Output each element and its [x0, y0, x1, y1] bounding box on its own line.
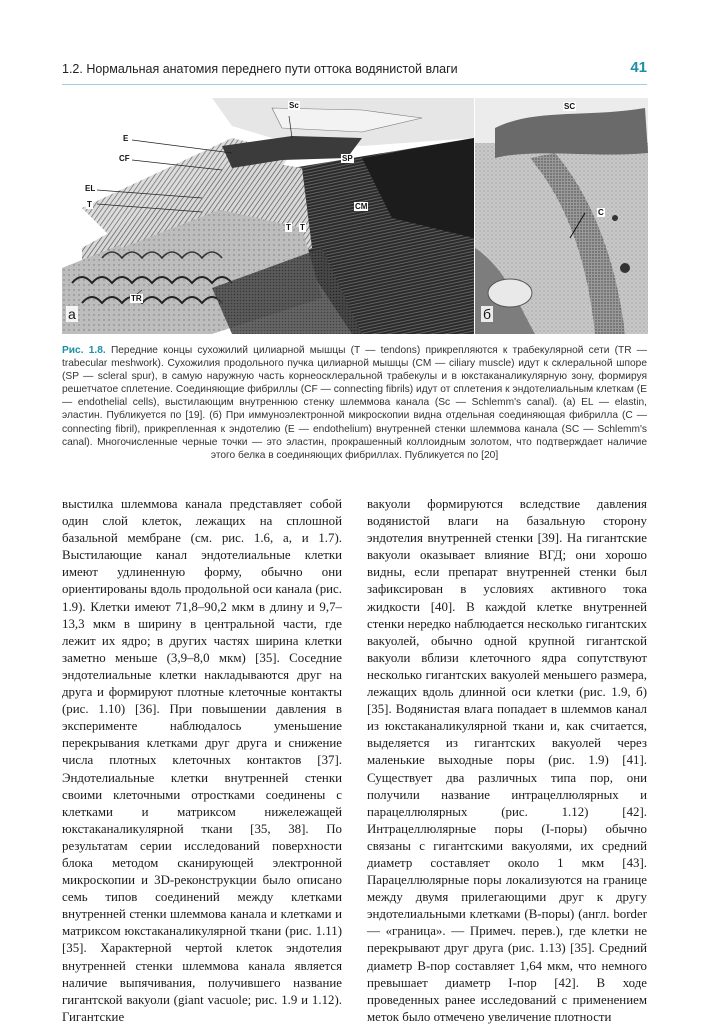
label-cf: CF [119, 154, 130, 163]
running-header [62, 58, 647, 80]
micrograph [475, 98, 648, 334]
header-rule [62, 84, 647, 85]
label-cm: CM [355, 202, 368, 211]
figure-panel-b [474, 98, 648, 334]
page-number: 41 [630, 59, 647, 76]
label-tr: TR [131, 294, 142, 303]
body-column-left [62, 496, 342, 1026]
label-el: EL [85, 184, 96, 193]
label-e: E [123, 134, 129, 143]
figure-number: Рис. 1.8. [62, 345, 106, 356]
label-t-3: T [300, 223, 305, 232]
body-column-right [367, 496, 647, 1026]
label-sp: SP [342, 154, 353, 163]
caption-text: Передние концы сухожилий цилиарной мышцы (T — tendons) прикрепляются к трабекулярной сети (TR — trabecular meshwork). Сухожилия продольного пучка цилиарной мышцы (CM — ciliary muscle) идут к склеральной шпоре (SP — scleral spur), в самую наружную часть корнеосклеральной трабекулы и в юкстаканаликулярную зону, формируя решетчатое сплетение. Соединяющие фибриллы (CF — connecting fibrils) идут от сплетения к эндотелиальным клеткам (E — endothelial cells), выстилающим внутреннюю стенку шлеммова канала (Sc — Schlemm's canal). (а) EL — elastin, эластин. Публикуется по [19]. (б) При иммуноэлектронной микроскопии видна отдельная соединяющая фибрилла (C — connecting fibril), прикрепленная к эндотелию (E — endothelium) внутренней стенки шлеммова канала (SC — Schlemm's canal). Многочисленные черные точки — это эластин, прокрашенный коллоидным золотом, что подтверждает наличие этого белка в соединяющих фибриллах. Публикуется по [20] [62, 345, 647, 461]
label-t-2: T [286, 223, 291, 232]
label-c: C [598, 208, 604, 217]
paragraph: выстилка шлеммова канала представляет собой один слой клеток, лежащих на сплошной базальной мембране (см. рис. 1.6, а, и 1.7). Выстилающие канал эндотелиальные клетки имеют удлиненную форму, обычно они ориентированы вдоль продольной оси канала (рис. 1.9). Клетки имеют 71,8–90,2 мкм в длину и 9,7–13,3 мкм в ширину в центральной части, где лежит их ядро; в других частях ширина клетки заметно меньше (3,9–8,0 мкм) [35]. Соседние эндотелиальные клетки накладываются друг на друга и формируют плотные клеточные контакты (рис. 1.10) [36]. При повышении давления в эксперименте наблюдалось уменьшение перекрывания клетками друг друга и снижение числа плотных клеточных контактов [37]. Эндотелиальные клетки внутренней стенки своими клеточными отростками соединены с клетками и матриксом нижележащей юкстаканаликулярной ткани [35, 38]. По результатам серии исследований поверхности блока методом сканирующей электронной микроскопии и 3D-реконструкции было описано семь типов соединений между клетками внутренней стенки шлеммова канала и клетками и матриксом юкстаканаликулярной ткани (рис. 1.11) [35]. Характерной чертой клеток эндотелия внутренней стенки шлеммова канала является наличие выпячивания, получившего название гигантской вакуоли (giant vacuole; рис. 1.9 и 1.12). Гигантские [62, 497, 342, 1024]
label-sc: Sc [289, 101, 299, 110]
figure-caption [62, 344, 647, 462]
chapter-title: 1.2. Нормальная анатомия переднего пути оттока водянистой влаги [62, 62, 458, 76]
panel-b-letter: б [483, 306, 492, 322]
paragraph: вакуоли формируются вследствие давления водянистой влаги на базальную сторону эндотелия внутренней стенки [39]. На гигантские вакуоли оказывает влияние ВГД; они хорошо видны, если препарат внутренней стенки был зафиксирован в условиях активного тока жидкости [40]. В каждой клетке внутренней стенки нередко наблюдается несколько гигантских вакуолей, обычно одной крупной гигантской вакуоли вблизи клеточного ядра сопутствуют несколько гигантских вакуолей меньшего размера, лежащих вдоль длинной оси клетки (рис. 1.9, б) [35]. Водянистая влага попадает в шлеммов канал из юкстаканаликулярной ткани и, как считается, выделяется из гигантских вакуолей через маленькие выходные поры (рис. 1.9) [41]. Существует два различных типа пор, они получили название интрацеллюлярных и парацеллюлярных (рис. 1.12) [42]. Интрацеллюлярные поры (I-поры) обычно связаны с гигантскими вакуолями, их средний диаметр составляет около 1 мкм [43]. Парацеллюлярные поры локализуются на границе между двумя прилегающими друг к другу эндотелиальными клетками (B-поры) (англ. border — «граница». — Примеч. перев.), где клетки не перекрывают друг друга (рис. 1.13) [35]. Средний диаметр B-пор составляет 1,64 мкм, что немного превышает диаметр I-пор [42]. В ходе проведенных ранее исследований с применением меток было отмечено увеличение плотности [367, 497, 647, 1024]
label-t: T [87, 200, 92, 209]
label-sc-b: SC [564, 102, 576, 111]
panel-a-letter: а [68, 306, 76, 322]
figure-panel-a [62, 98, 474, 334]
